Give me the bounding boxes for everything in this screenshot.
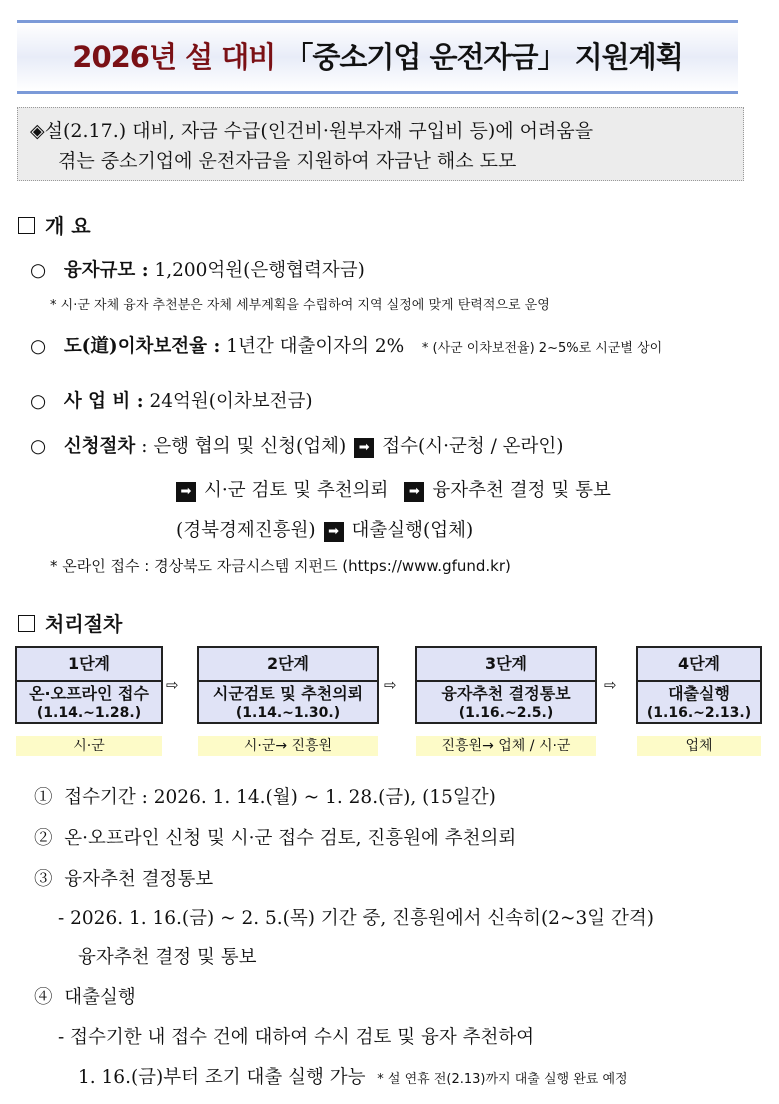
online-note: * 온라인 접수 : 경상북도 자금시스템 지펀드 (https://www.gfund.kr) <box>50 557 511 575</box>
title-banner <box>17 20 738 94</box>
summary-box <box>17 107 744 181</box>
detail-4-sub-2: 1. 16.(금)부터 조기 대출 실행 가능 * 설 연휴 전(2.13)까지 대출 실행 완료 예정 <box>78 1067 628 1088</box>
step-3-actor: 진흥원→ 업체 / 시·군 <box>416 736 596 756</box>
step-2-actor: 시·군→ 진흥원 <box>198 736 378 756</box>
step-4-actor: 업체 <box>637 736 761 756</box>
flow-arrow-icon: ⇨ <box>384 676 397 694</box>
arrow-right-icon: ➡ <box>404 482 424 502</box>
overview-item-scale: ○ 융자규모 : 1,200억원(은행협력자금) <box>30 260 365 281</box>
title-red: 2026년 설 대비 <box>72 40 276 74</box>
arrow-right-icon: ➡ <box>354 438 374 458</box>
detail-3: ③ 융자추천 결정통보 <box>34 869 214 890</box>
detail-4-sub-1: - 접수기한 내 접수 건에 대하여 수시 검토 및 융자 추천하여 <box>58 1027 535 1048</box>
arrow-right-icon: ➡ <box>324 522 344 542</box>
detail-3-sub-2: 융자추천 결정 및 통보 <box>78 947 257 968</box>
process-step-4: 4단계 대출실행 (1.16.~2.13.) <box>636 646 762 724</box>
arrow-right-icon: ➡ <box>176 482 196 502</box>
summary-line-2: 겪는 중소기업에 운전자금을 지원하여 자금난 해소 도모 <box>58 150 517 172</box>
section-overview-heading: 개 요 <box>18 210 91 239</box>
detail-2: ② 온·오프라인 신청 및 시·군 접수 검토, 진흥원에 추천의뢰 <box>34 828 517 849</box>
checkbox-square-icon <box>18 217 35 234</box>
overview-item-procedure: ○ 신청절차 : 은행 협의 및 신청(업체) ➡ 접수(시·군청 / 온라인) <box>30 436 564 457</box>
overview-item-budget: ○ 사 업 비 : 24억원(이차보전금) <box>30 391 313 412</box>
detail-3-sub-1: - 2026. 1. 16.(금) ~ 2. 5.(목) 기간 중, 진흥원에서 신속히(2~3일 간격) <box>58 908 654 929</box>
detail-1: ① 접수기간 : 2026. 1. 14.(월) ~ 1. 28.(금), (15일간) <box>34 787 496 808</box>
checkbox-square-icon <box>18 615 35 632</box>
step-1-actor: 시·군 <box>16 736 162 756</box>
diamond-icon: ◈ <box>30 120 45 142</box>
process-step-3: 3단계 융자추천 결정통보 (1.16.~2.5.) <box>415 646 597 724</box>
flow-arrow-icon: ⇨ <box>604 676 617 694</box>
summary-line-1: ◈설(2.17.) 대비, 자금 수급(인건비·원부자재 구입비 등)에 어려움을 <box>30 120 594 142</box>
process-step-2: 2단계 시군검토 및 추천의뢰 (1.14.~1.30.) <box>197 646 379 724</box>
overview-note-scale: * 시·군 자체 융자 추천분은 자체 세부계획을 수립하여 지역 실정에 맞게 탄력적으로 운영 <box>50 298 550 313</box>
section-process-heading: 처리절차 <box>18 608 122 637</box>
overview-item-interest: ○ 도(道)이차보전율 : 1년간 대출이자의 2% * (사군 이차보전율) 2~5%로 시군별 상이 <box>30 336 663 357</box>
detail-4: ④ 대출실행 <box>34 987 136 1008</box>
flow-arrow-icon: ⇨ <box>166 676 179 694</box>
process-step-1: 1단계 온·오프라인 접수 (1.14.~1.28.) <box>15 646 163 724</box>
title-black: 「중소기업 운전자금」 지원계획 <box>284 40 683 74</box>
procedure-line-3: (경북경제진흥원) ➡ 대출실행(업체) <box>176 520 474 541</box>
procedure-line-2: ➡ 시·군 검토 및 추천의뢰 ➡ 융자추천 결정 및 통보 <box>176 476 611 502</box>
